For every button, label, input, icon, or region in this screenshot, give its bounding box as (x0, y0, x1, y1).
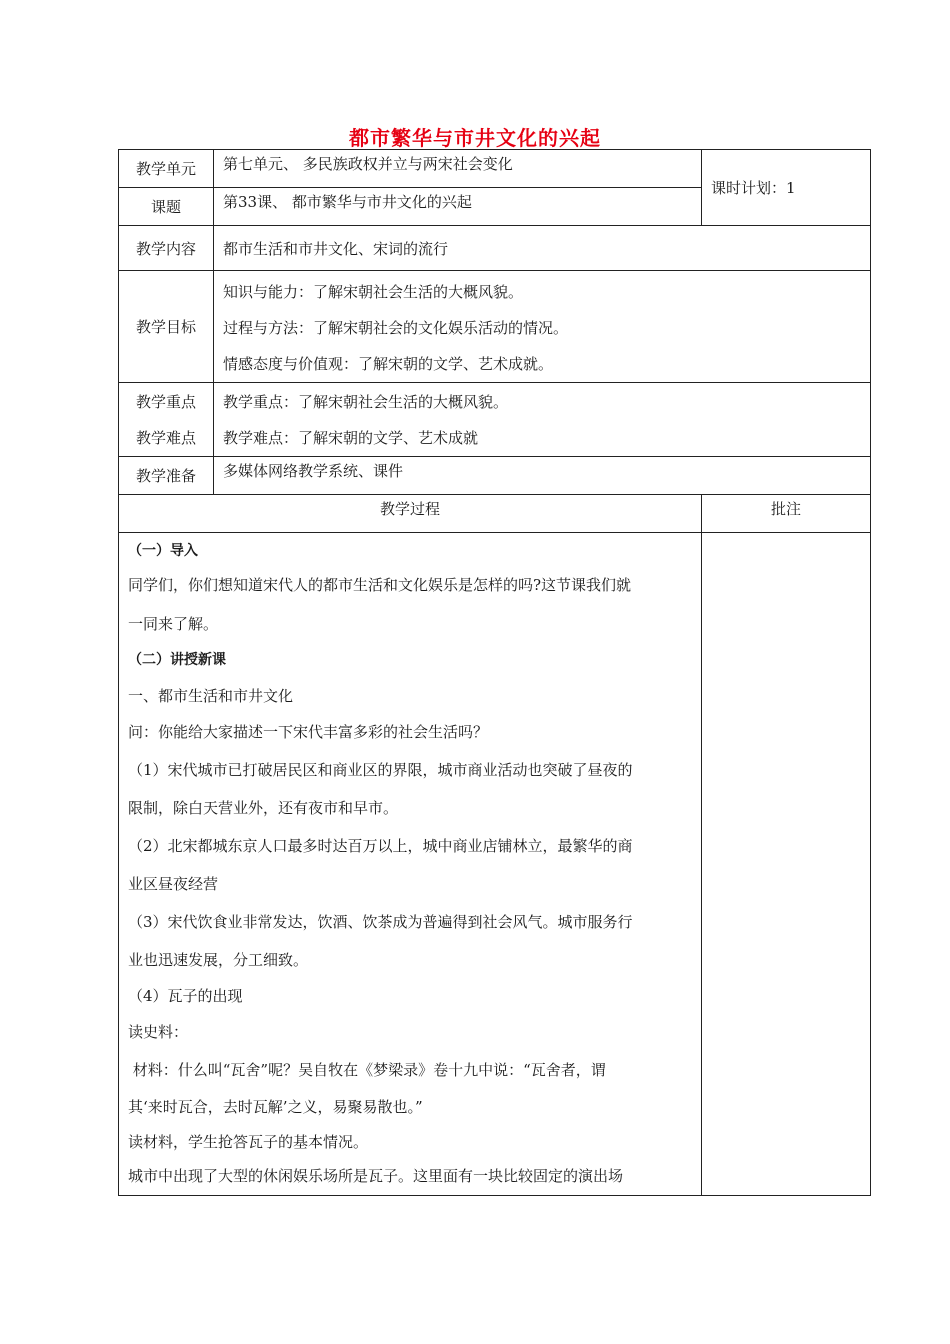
notes-header: 批注 (702, 495, 871, 533)
task-line: 读材料，学生抢答瓦子的基本情况。 (128, 1133, 369, 1151)
point-1-line-2: 限制，除白天营业外，还有夜市和早市。 (128, 799, 399, 817)
lesson-label: 课题 (119, 188, 214, 226)
goal-attitude: 情感态度与价值观：了解宋朝的文学、艺术成就。 (223, 355, 554, 373)
last-line: 城市中出现了大型的休闲娱乐场所是瓦子。这里面有一块比较固定的演出场 (128, 1167, 624, 1185)
material-line-2: 其‘来时瓦合，去时瓦解’之义，易聚易散也。” (128, 1098, 423, 1116)
lesson-plan-table (118, 149, 871, 1196)
schedule-text: 课时计划：1 (711, 179, 796, 197)
read-label: 读史料： (128, 1023, 189, 1041)
schedule-cell (702, 150, 871, 226)
focus-value: 教学重点：了解宋朝社会生活的大概风貌。 (223, 392, 509, 411)
focus-label: 教学重点 (135, 392, 196, 411)
goal-knowledge: 知识与能力：了解宋朝社会生活的大概风貌。 (223, 283, 524, 301)
unit-value: 第七单元、 多民族政权并立与两宋社会变化 (214, 150, 702, 188)
focus-labels-cell (119, 383, 214, 457)
content-label: 教学内容 (119, 226, 214, 271)
focus-values-cell (214, 383, 871, 457)
notes-body (702, 533, 871, 1196)
unit-label: 教学单元 (119, 150, 214, 188)
prep-value: 多媒体网络教学系统、课件 (214, 457, 871, 495)
point-2-line-2: 业区昼夜经营 (128, 875, 219, 893)
question-line: 问：你能给大家描述一下宋代丰富多彩的社会生活吗？ (128, 723, 489, 741)
prep-label: 教学准备 (119, 457, 214, 495)
point-2-line-1: （2）北宋都城东京人口最多时达百万以上，城中商业店铺林立，最繁华的商 (128, 837, 633, 855)
intro-line-2: 一同来了解。 (128, 615, 219, 633)
process-header: 教学过程 (119, 495, 702, 533)
section-title: 一、都市生活和市井文化 (128, 687, 294, 705)
heading-intro: （一）导入 (128, 543, 198, 559)
goals-cell (214, 271, 871, 383)
point-1-line-1: （1）宋代城市已打破居民区和商业区的界限，城市商业活动也突破了昼夜的 (128, 761, 633, 779)
material-line-1: 材料：什么叫“瓦舍”呢？吴自牧在《梦梁录》卷十九中说：“瓦舍者，谓 (128, 1061, 606, 1079)
process-body (119, 533, 702, 1196)
goal-process: 过程与方法：了解宋朝社会的文化娱乐活动的情况。 (223, 319, 569, 337)
point-3-line-1: （3）宋代饮食业非常发达，饮酒、饮茶成为普遍得到社会风气。城市服务行 (128, 913, 633, 931)
point-3-line-2: 业也迅速发展，分工细致。 (128, 951, 309, 969)
difficulty-label: 教学难点 (135, 428, 196, 447)
intro-line-1: 同学们，你们想知道宋代人的都市生活和文化娱乐是怎样的吗?这节课我们就 (128, 576, 632, 594)
content-value: 都市生活和市井文化、宋词的流行 (214, 226, 871, 271)
difficulty-value: 教学难点：了解宋朝的文学、艺术成就 (223, 428, 479, 447)
lesson-value: 第33课、 都市繁华与市井文化的兴起 (214, 188, 702, 226)
point-4: （4）瓦子的出现 (128, 987, 243, 1005)
goals-label: 教学目标 (119, 271, 214, 383)
page-title: 都市繁华与市井文化的兴起 (349, 126, 601, 150)
heading-new-lesson: （二）讲授新课 (128, 652, 226, 668)
